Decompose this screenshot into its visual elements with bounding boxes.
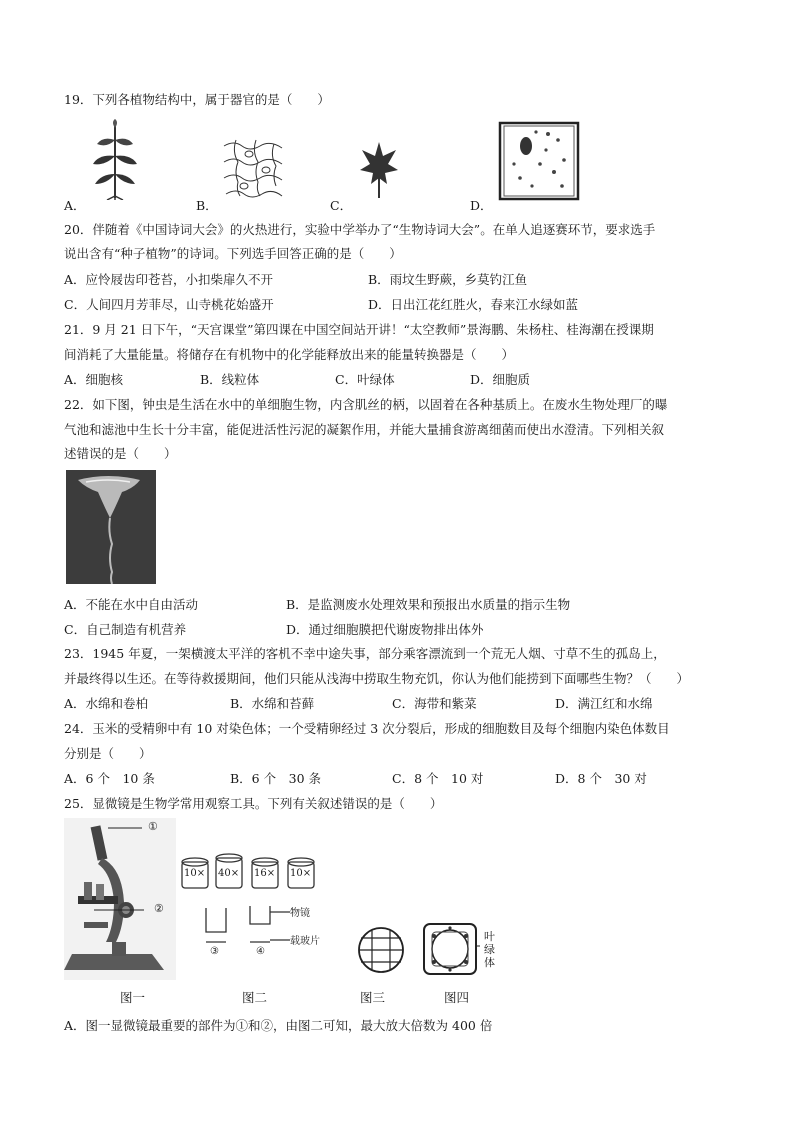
q20-stem-line2: 说出含有“种子植物”的诗词。下列选手回答正确的是（ ）	[64, 246, 402, 261]
q22-option-c: C．自己制造有机营养	[64, 622, 187, 637]
q21-option-d: D．细胞质	[470, 372, 531, 387]
field-of-view-figure	[356, 924, 406, 976]
q20-option-c: C．人间四月芳菲尽，山寺桃花始盛开	[64, 297, 274, 312]
q23-option-b: B．水绵和苔藓	[230, 696, 315, 711]
q21-stem-line1: 21．9 月 21 日下午，“天宫课堂”第四课在中国空间站开讲！“太空教师”景海鹏、朱杨柱、桂海潮在授课期	[64, 322, 654, 337]
q21-option-b: B．线粒体	[200, 372, 260, 387]
q19-stem: 19．下列各植物结构中，属于器官的是（ ）	[64, 92, 330, 107]
slide-label: 载玻片	[290, 936, 320, 947]
q22-option-d: D．通过细胞膜把代谢废物排出体外	[286, 622, 484, 637]
q25-stem: 25．显微镜是生物学常用观察工具。下列有关叙述错误的是（ ）	[64, 796, 443, 811]
q24-stem-line1: 24．玉米的受精卵中有 10 对染色体；一个受精卵经过 3 次分裂后，形成的细胞数目及每个细胞内染色体数目	[64, 721, 670, 736]
q24-option-a: A．6 个 10 条	[64, 771, 155, 786]
lens-label-4: 10×	[290, 868, 312, 879]
q21-stem-line2: 间消耗了大量能量。将储存在有机物中的化学能释放出来的能量转换器是（ ）	[64, 347, 515, 362]
q19-option-d: D．	[470, 198, 493, 213]
q20-option-a: A．应怜屐齿印苍苔，小扣柴扉久不开	[64, 272, 274, 287]
q20-option-d: D．日出江花红胜火，春来江水绿如蓝	[368, 297, 579, 312]
q24-option-b: B．6 个 30 条	[230, 771, 321, 786]
q20-option-b: B．雨坟生野蕨，乡莫钓江鱼	[368, 272, 528, 287]
q19-option-a: A．	[64, 198, 86, 213]
q22-option-b: B．是监测废水处理效果和预报出水质量的指示生物	[286, 597, 571, 612]
q23-stem-line1: 23．1945 年夏，一架横渡太平洋的客机不幸中途失事，部分乘客漂流到一个荒无人烟、寸草不生的孤岛上，	[64, 646, 666, 661]
plant-figure	[90, 118, 140, 200]
marker-1: ①	[148, 820, 158, 833]
marker-3: ③	[210, 946, 219, 957]
q21-option-c: C．叶绿体	[335, 372, 395, 387]
figure-caption-4: 图四	[444, 990, 470, 1005]
marker-2: ②	[154, 902, 164, 915]
q24-stem-line2: 分别是（ ）	[64, 746, 152, 761]
figure-caption-1: 图一	[120, 990, 146, 1005]
plant-cells-figure	[222, 136, 284, 198]
microscope-figure	[64, 818, 176, 980]
q19-option-c: C．	[330, 198, 353, 213]
figure-caption-3: 图三	[360, 990, 386, 1005]
q22-stem-line1: 22．如下图，钟虫是生活在水中的单细胞生物，内含肌丝的柄，以固着在各种基质上。在废水生物处理厂的曝	[64, 397, 668, 412]
single-cell-figure	[496, 120, 582, 202]
q23-option-c: C．海带和紫菜	[392, 696, 477, 711]
q24-option-c: C．8 个 10 对	[392, 771, 484, 786]
marker-4: ④	[256, 946, 265, 957]
figure-caption-2: 图二	[242, 990, 268, 1005]
q22-stem-line3: 述错误的是（ ）	[64, 446, 177, 461]
q25-option-a: A．图一显微镜最重要的部件为①和②，由图二可知，最大放大倍数为 400 倍	[64, 1018, 493, 1033]
q22-option-a: A．不能在水中自由活动	[64, 597, 199, 612]
q24-option-d: D．8 个 30 对	[555, 771, 647, 786]
chloroplast-label-2: 绿	[484, 943, 495, 956]
chloroplast-label-1: 叶	[484, 930, 495, 943]
leaf-figure	[358, 140, 400, 200]
chloroplast-cell-figure	[420, 920, 480, 978]
objective-label: 物镜	[290, 908, 310, 919]
vorticella-photo	[66, 470, 156, 584]
lens-label-2: 40×	[218, 868, 240, 879]
q23-option-d: D．满江红和水绵	[555, 696, 653, 711]
q20-stem-line1: 20．伴随着《中国诗词大会》的火热进行，实验中学举办了“生物诗词大会”。在单人追逐赛环节，要求选手	[64, 222, 656, 237]
q19-option-b: B．	[196, 198, 218, 213]
q21-option-a: A．细胞核	[64, 372, 124, 387]
lens-label-1: 10×	[184, 868, 206, 879]
q23-stem-line2: 并最终得以生还。在等待救援期间，他们只能从浅海中捞取生物充饥，你认为他们能捞到下面哪些生物？（ ）	[64, 671, 690, 686]
q23-option-a: A．水绵和卷柏	[64, 696, 149, 711]
q22-stem-line2: 气池和滤池中生长十分丰富，能促进活性污泥的凝絮作用，并能大量捕食游离细菌而使出水澄清。下列相关叙	[64, 422, 665, 437]
chloroplast-label-3: 体	[484, 956, 495, 969]
lens-label-3: 16×	[254, 868, 276, 879]
